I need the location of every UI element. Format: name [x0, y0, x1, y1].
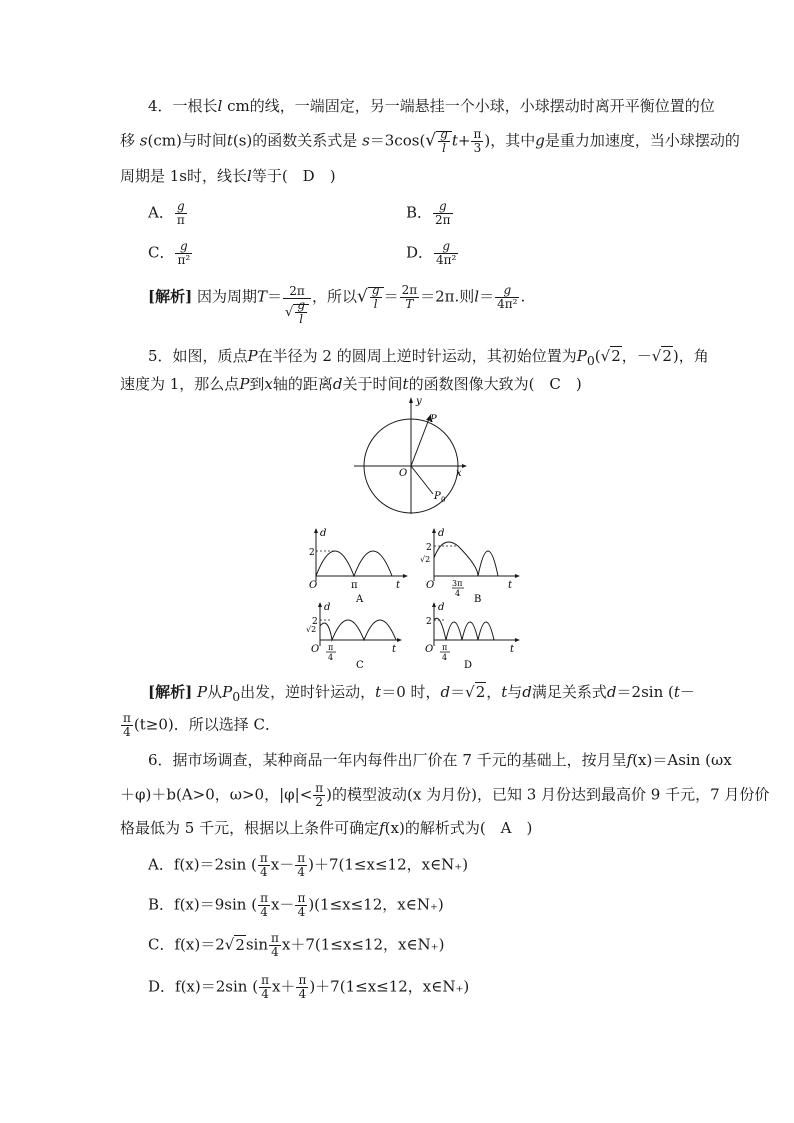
graph-a-d-label: d — [320, 528, 327, 539]
graph-c-o-label: O — [311, 644, 320, 655]
q4-analysis: [解析] 因为周期T＝ 2π √ $\frac{g}{l}$ ，所以√ $\frac{g}{l}$ ＝ $\frac{2\pi}{T}$ ＝2π.则l＝ $\frac{g}{\text{4π²}}$ . — [148, 283, 526, 326]
graph-c-y-tick: 2 — [312, 617, 318, 627]
graph-b-x-den: 4 — [455, 589, 461, 598]
graph-a-d-arrow — [314, 528, 318, 533]
x-label: x — [456, 468, 462, 479]
q5-line1: 5．如图，质点P在半径为 2 的圆周上逆时针运动，其初始位置为$P_0(√2$，－√2)，角 — [148, 347, 709, 368]
q4-line3: 周期是 1s时，线长l等于( D ) — [120, 167, 336, 185]
graph-d-d-label: d — [438, 602, 445, 613]
q6-line2: ＋φ)＋b(A>0，ω>0，|φ|< $\frac{\pi}{2}$ )的模型波动(x 为月份)，已知 3 月份达到最高价 9 千元，7 月份价 — [120, 781, 770, 809]
graph-b-y-tick: 2 — [426, 543, 432, 553]
graph-a-x-tick: π — [351, 580, 358, 591]
graph-b-curve — [434, 542, 498, 576]
graph-d-t-label: t — [510, 644, 515, 655]
p0-label: P — [434, 491, 441, 502]
radius-op0 — [411, 466, 433, 494]
graph-d-x-den: 4 — [442, 653, 448, 662]
graph-b-d-label: d — [438, 528, 445, 539]
y-label: y — [416, 396, 422, 407]
graph-d-t-arrow — [515, 638, 520, 642]
q5-circle-figure — [350, 394, 480, 519]
graph-a-y-tick: 2 — [309, 548, 315, 558]
q5-line2: 速度为 1，那么点P到x轴的距离d关于时间t的函数图像大致为( C ) — [120, 375, 582, 393]
q6-option-c: C．f(x)＝2√2sin $\frac{\pi}{4}$ x＋7(1≤x≤12，x∈N₊) — [148, 931, 445, 959]
graph-d-y-tick: 2 — [426, 617, 432, 627]
graph-d-x-num: π — [442, 643, 448, 652]
graph-a-curve — [316, 551, 392, 576]
q6-line3: 格最低为 5 千元，根据以上条件可确定f(x)的解析式为( A ) — [120, 819, 533, 837]
graph-a-caption: A — [356, 594, 364, 605]
q5-analysis-tag: [解析] — [148, 683, 193, 701]
p-label: P — [430, 414, 437, 425]
x-axis-arrow — [462, 464, 467, 468]
q5-graph-d — [418, 600, 528, 672]
q5-analysis-line2: $\frac{\pi}{4}$ (t≥0)．所以选择 C． — [123, 711, 280, 739]
graph-c-t-arrow — [397, 638, 402, 642]
q4-option-b: B． $\frac{g}{2\pi}$ — [406, 199, 451, 227]
graph-b-x-num: 3π — [452, 579, 463, 588]
radius-op — [411, 419, 429, 466]
graph-c-d-arrow — [318, 602, 322, 607]
q5-graph-a — [306, 526, 416, 606]
graph-c-curve — [320, 620, 396, 640]
graph-c-t-label: t — [392, 644, 397, 655]
graph-b-t-arrow — [515, 574, 520, 578]
graph-b-d-arrow — [432, 528, 436, 533]
q6-option-d: D．f(x)＝2sin ( $\frac{\pi}{4}$ x＋ $\frac{\pi}{4}$ )＋7(1≤x≤12，x∈N₊) — [148, 973, 470, 1001]
q4-analysis-tag: [解析] — [148, 287, 193, 306]
q4-line1: 4．一根长l cm的线，一端固定，另一端悬挂一个小球，小球摆动时离开平衡位置的位 — [148, 97, 715, 115]
graph-c-x-den: 4 — [328, 653, 334, 662]
q5-analysis: [解析] P从$P_0$出发，逆时针运动，t＝0 时，d＝√2，t与d满足关系式d＝2sin (t－ — [148, 683, 695, 704]
graph-d-caption: D — [464, 660, 473, 671]
q6-option-b: B．f(x)＝9sin ( $\frac{\pi}{4}$ x－ $\frac{\pi}{4}$ )(1≤x≤12，x∈N₊) — [148, 891, 444, 919]
graph-b-o-label: O — [426, 580, 435, 591]
origin-label: O — [399, 468, 408, 479]
y-axis-arrow — [409, 397, 413, 403]
q4-option-c: C． $\frac{g}{\text{π²}}$ — [148, 239, 191, 267]
q4-line2: 移 s(cm)与时间t(s)的函数关系式是 s＝3cos(√ $\frac{g}{l}$ t+ $\frac{\pi}{3}$ )，其中g是重力加速度，当小球摆动的 — [120, 127, 740, 155]
graph-c-y-tick2: √2 — [306, 625, 317, 634]
graph-b-y-tick2: √2 — [420, 555, 431, 564]
graph-c-caption: C — [356, 660, 364, 671]
q5-graph-b — [418, 526, 528, 606]
graph-b-t-label: t — [508, 580, 513, 591]
graph-d-curve — [434, 618, 494, 640]
p0-sub: 0 — [441, 496, 446, 504]
graph-a-t-label: t — [396, 580, 401, 591]
graph-d-o-label: O — [425, 644, 434, 655]
q4-option-d: D． $\frac{g}{\text{4π²}}$ — [406, 239, 457, 267]
graph-c-d-label: d — [324, 602, 331, 613]
q5-graph-c — [300, 600, 410, 672]
graph-c-x-num: π — [328, 643, 334, 652]
q4-option-a: A． $\frac{g}{\pi}$ — [148, 199, 185, 227]
graph-a-t-arrow — [403, 574, 408, 578]
graph-b-caption: B — [474, 594, 482, 605]
graph-d-d-arrow — [432, 602, 436, 607]
q6-line1: 6．据市场调查，某种商品一年内每件出厂价在 7 千元的基础上，按月呈f(x)＝Asin (ωx — [148, 751, 732, 769]
graph-a-o-label: O — [309, 580, 318, 591]
q6-option-a: A．f(x)＝2sin ( $\frac{\pi}{4}$ x－ $\frac{\pi}{4}$ )＋7(1≤x≤12，x∈N₊) — [148, 851, 469, 879]
